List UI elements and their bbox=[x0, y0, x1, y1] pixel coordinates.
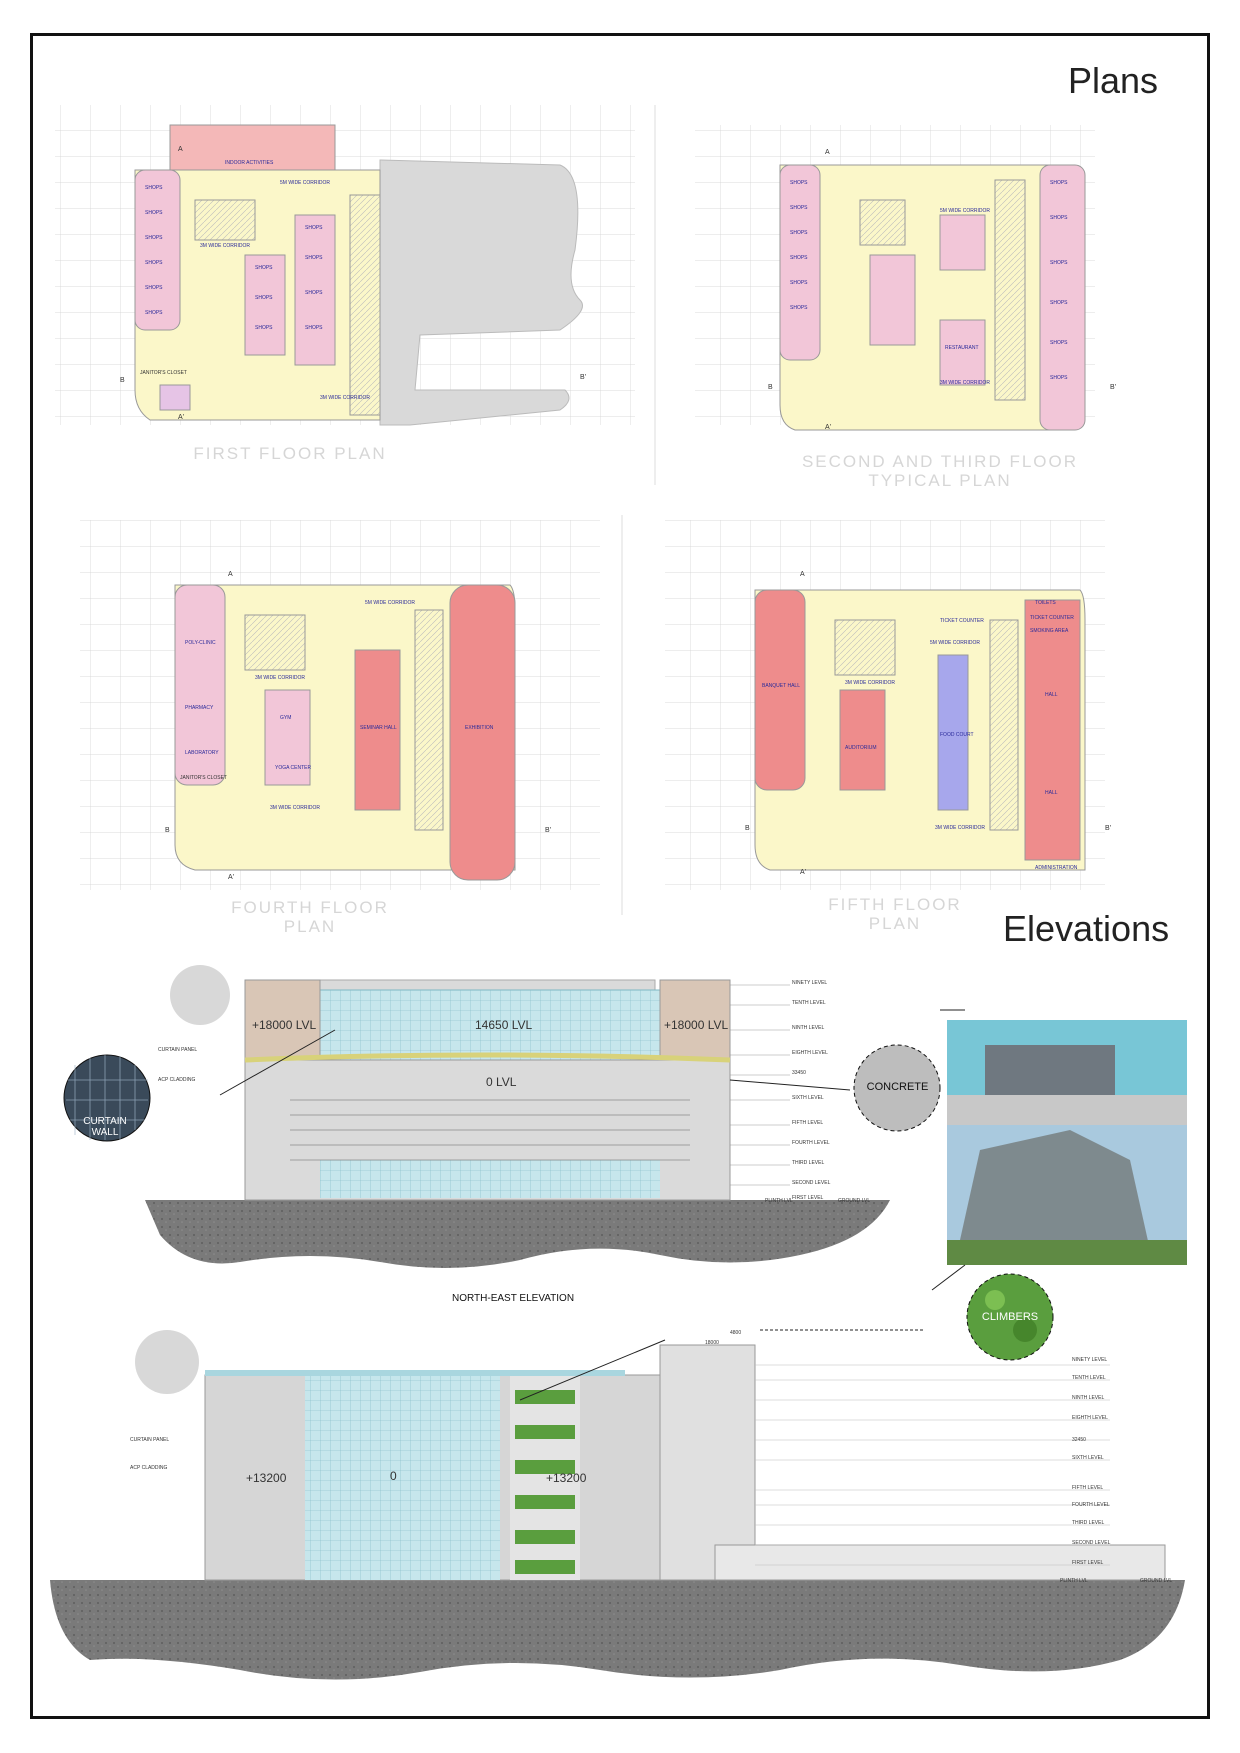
el2-top-label: 4800 bbox=[730, 1330, 742, 1336]
room-label: POLY-CLINIC bbox=[185, 640, 216, 646]
second-floor-plan-title-line2: TYPICAL PLAN bbox=[868, 471, 1012, 490]
room-label: SHOPS bbox=[1050, 375, 1068, 381]
room-label: SHOPS bbox=[145, 235, 163, 241]
ne-level: GROUND LVL bbox=[838, 1198, 871, 1204]
fifth-floor-plan bbox=[665, 520, 1105, 890]
corridor-label: 3M WIDE CORRIDOR bbox=[845, 680, 895, 686]
section-mark: A bbox=[800, 571, 805, 578]
climbers-label: CLIMBERS bbox=[981, 1311, 1039, 1323]
ne-level: NINTH LEVEL bbox=[792, 1025, 825, 1031]
el2-level: FIRST LEVEL bbox=[1072, 1560, 1104, 1566]
el2-right-block-label: +13200 bbox=[546, 1471, 587, 1485]
ne-left-block-label: +18000 LVL bbox=[252, 1018, 317, 1032]
corridor-label: 5M WIDE CORRIDOR bbox=[940, 208, 990, 214]
room-label: SHOPS bbox=[145, 260, 163, 266]
room-label: GYM bbox=[280, 715, 292, 721]
el2-level: SECOND LEVEL bbox=[1072, 1540, 1111, 1546]
room-label: SHOPS bbox=[790, 280, 808, 286]
second-floor-plan-title bbox=[800, 452, 1080, 490]
render-images bbox=[760, 1020, 1187, 1330]
section-mark: A bbox=[228, 571, 233, 578]
ne-level: 33450 bbox=[792, 1070, 806, 1076]
section-mark: A' bbox=[800, 869, 807, 876]
room-label: SHOPS bbox=[790, 305, 808, 311]
room-label: SHOPS bbox=[305, 325, 323, 331]
fifth-floor-plan-title: FIFTH FLOOR PLAN bbox=[828, 895, 962, 933]
room-label: SHOPS bbox=[305, 290, 323, 296]
room-label: PHARMACY bbox=[185, 705, 214, 711]
el2-level: GROUND LVL bbox=[1140, 1578, 1173, 1584]
corridor-label: 3M WIDE CORRIDOR bbox=[935, 825, 985, 831]
el2-level: TENTH LEVEL bbox=[1072, 1375, 1106, 1381]
ne-curtain-panel-label: CURTAIN PANEL bbox=[158, 1047, 198, 1053]
el2-level: SIXTH LEVEL bbox=[1072, 1455, 1104, 1461]
room-label: TICKET COUNTER bbox=[940, 618, 984, 624]
room-label: SHOPS bbox=[790, 205, 808, 211]
el2-curtain-panel-label: CURTAIN PANEL bbox=[130, 1437, 170, 1443]
room-label: SHOPS bbox=[145, 285, 163, 291]
corridor-label: 5M WIDE CORRIDOR bbox=[280, 180, 330, 186]
ne-center-block-label: 14650 LVL bbox=[475, 1018, 533, 1032]
room-label: SHOPS bbox=[255, 295, 273, 301]
room-label: SHOPS bbox=[1050, 300, 1068, 306]
corridor-label: 5M WIDE CORRIDOR bbox=[365, 600, 415, 606]
room-label: JANITOR'S CLOSET bbox=[180, 775, 227, 781]
room-label: SHOPS bbox=[255, 265, 273, 271]
el2-level: NINETY LEVEL bbox=[1072, 1357, 1108, 1363]
room-label: SEMINAR HALL bbox=[360, 725, 397, 731]
north-east-elevation bbox=[145, 965, 965, 1268]
room-label: SHOPS bbox=[255, 325, 273, 331]
ne-right-block-label: +18000 LVL bbox=[664, 1018, 729, 1032]
section-mark: A' bbox=[228, 874, 235, 881]
room-label: RESTAURANT bbox=[945, 345, 979, 351]
first-floor-plan-title: FIRST FLOOR PLAN bbox=[193, 444, 387, 463]
room-label: TICKET COUNTER bbox=[1030, 615, 1074, 621]
corridor-label: 5M WIDE CORRIDOR bbox=[930, 640, 980, 646]
ne-level: EIGHTH LEVEL bbox=[792, 1050, 828, 1056]
corridor-label: 3M WIDE CORRIDOR bbox=[270, 805, 320, 811]
room-label: ADMINISTRATION bbox=[1035, 865, 1078, 871]
ne-elevation-caption: NORTH-EAST ELEVATION bbox=[452, 1293, 575, 1304]
section-mark: B' bbox=[1105, 825, 1112, 832]
el2-level: PLINTH LVL bbox=[1060, 1578, 1088, 1584]
room-label: AUDITORIUM bbox=[845, 745, 877, 751]
room-label: SHOPS bbox=[145, 210, 163, 216]
ne-level: THIRD LEVEL bbox=[792, 1160, 825, 1166]
room-label: SMOKING AREA bbox=[1030, 628, 1069, 634]
fourth-floor-plan bbox=[80, 520, 600, 890]
room-label: SHOPS bbox=[145, 185, 163, 191]
room-label: SHOPS bbox=[790, 180, 808, 186]
room-label: SHOPS bbox=[1050, 180, 1068, 186]
el2-level: EIGHTH LEVEL bbox=[1072, 1415, 1108, 1421]
section-mark: B bbox=[768, 384, 773, 391]
room-label: INDOOR ACTIVITIES bbox=[225, 160, 274, 166]
section-mark: A' bbox=[825, 424, 832, 431]
section-mark: A bbox=[825, 149, 830, 156]
concrete-label: CONCRETE bbox=[866, 1081, 929, 1093]
ne-level: FIRST LEVEL bbox=[792, 1195, 824, 1201]
ne-level: TENTH LEVEL bbox=[792, 1000, 826, 1006]
second-floor-plan-title-line1: SECOND AND THIRD FLOOR bbox=[801, 452, 1079, 471]
corridor-label: 3M WIDE CORRIDOR bbox=[320, 395, 370, 401]
room-label: BANQUET HALL bbox=[762, 683, 800, 689]
ne-acp-cladding-label: ACP CLADDING bbox=[158, 1077, 196, 1083]
el2-center-block-label: 0 bbox=[390, 1469, 397, 1483]
section-mark: B bbox=[745, 825, 750, 832]
room-label: HALL bbox=[1045, 692, 1058, 698]
el2-acp-cladding-label: ACP CLADDING bbox=[130, 1465, 168, 1471]
room-label: TOILETS bbox=[1035, 600, 1056, 606]
plans-heading: Plans bbox=[1068, 60, 1159, 101]
el2-level: FIFTH LEVEL bbox=[1072, 1485, 1104, 1491]
el2-top-label: 18000 bbox=[705, 1340, 719, 1346]
room-label: YOGA CENTER bbox=[275, 765, 312, 771]
room-label: SHOPS bbox=[1050, 260, 1068, 266]
room-label: SHOPS bbox=[305, 225, 323, 231]
corridor-label: 3M WIDE CORRIDOR bbox=[255, 675, 305, 681]
el2-level: NINTH LEVEL bbox=[1072, 1395, 1105, 1401]
second-elevation bbox=[50, 1330, 1185, 1680]
room-label: LABORATORY bbox=[185, 750, 219, 756]
curtain-wall-label: CURTAIN WALL bbox=[83, 1116, 127, 1138]
el2-level: THIRD LEVEL bbox=[1072, 1520, 1105, 1526]
room-label: SHOPS bbox=[1050, 215, 1068, 221]
room-label: FOOD COURT bbox=[940, 732, 974, 738]
fourth-floor-plan-title: FOURTH FLOOR PLAN bbox=[231, 898, 389, 936]
ne-level: NINETY LEVEL bbox=[792, 980, 828, 986]
ne-base-label: 0 LVL bbox=[486, 1075, 517, 1089]
room-label: EXHIBITION bbox=[465, 725, 494, 731]
el2-level: 32450 bbox=[1072, 1437, 1086, 1443]
section-mark: A bbox=[178, 146, 183, 153]
ne-level: FOURTH LEVEL bbox=[792, 1140, 830, 1146]
ne-level: PLINTH LVL bbox=[765, 1198, 793, 1204]
room-label: SHOPS bbox=[790, 230, 808, 236]
section-mark: A' bbox=[178, 414, 185, 421]
ne-level: SIXTH LEVEL bbox=[792, 1095, 824, 1101]
corridor-label: 3M WIDE CORRIDOR bbox=[200, 243, 250, 249]
room-label: JANITOR'S CLOSET bbox=[140, 370, 187, 376]
section-mark: B' bbox=[1110, 384, 1117, 391]
room-label: SHOPS bbox=[790, 255, 808, 261]
room-label: HALL bbox=[1045, 790, 1058, 796]
el2-level: FOURTH LEVEL bbox=[1072, 1502, 1110, 1508]
room-label: SHOPS bbox=[1050, 340, 1068, 346]
section-mark: B' bbox=[580, 374, 587, 381]
room-label: SHOPS bbox=[145, 310, 163, 316]
corridor-label: 3M WIDE CORRIDOR bbox=[940, 380, 990, 386]
section-mark: B bbox=[120, 377, 125, 384]
first-floor-plan bbox=[55, 105, 635, 425]
section-mark: B bbox=[165, 827, 170, 834]
el2-left-block-label: +13200 bbox=[246, 1471, 287, 1485]
elevations-heading: Elevations bbox=[1003, 908, 1170, 949]
room-label: SHOPS bbox=[305, 255, 323, 261]
section-mark: B' bbox=[545, 827, 552, 834]
ne-level: FIFTH LEVEL bbox=[792, 1120, 824, 1126]
ne-level: SECOND LEVEL bbox=[792, 1180, 831, 1186]
second-third-floor-plan bbox=[695, 125, 1095, 430]
